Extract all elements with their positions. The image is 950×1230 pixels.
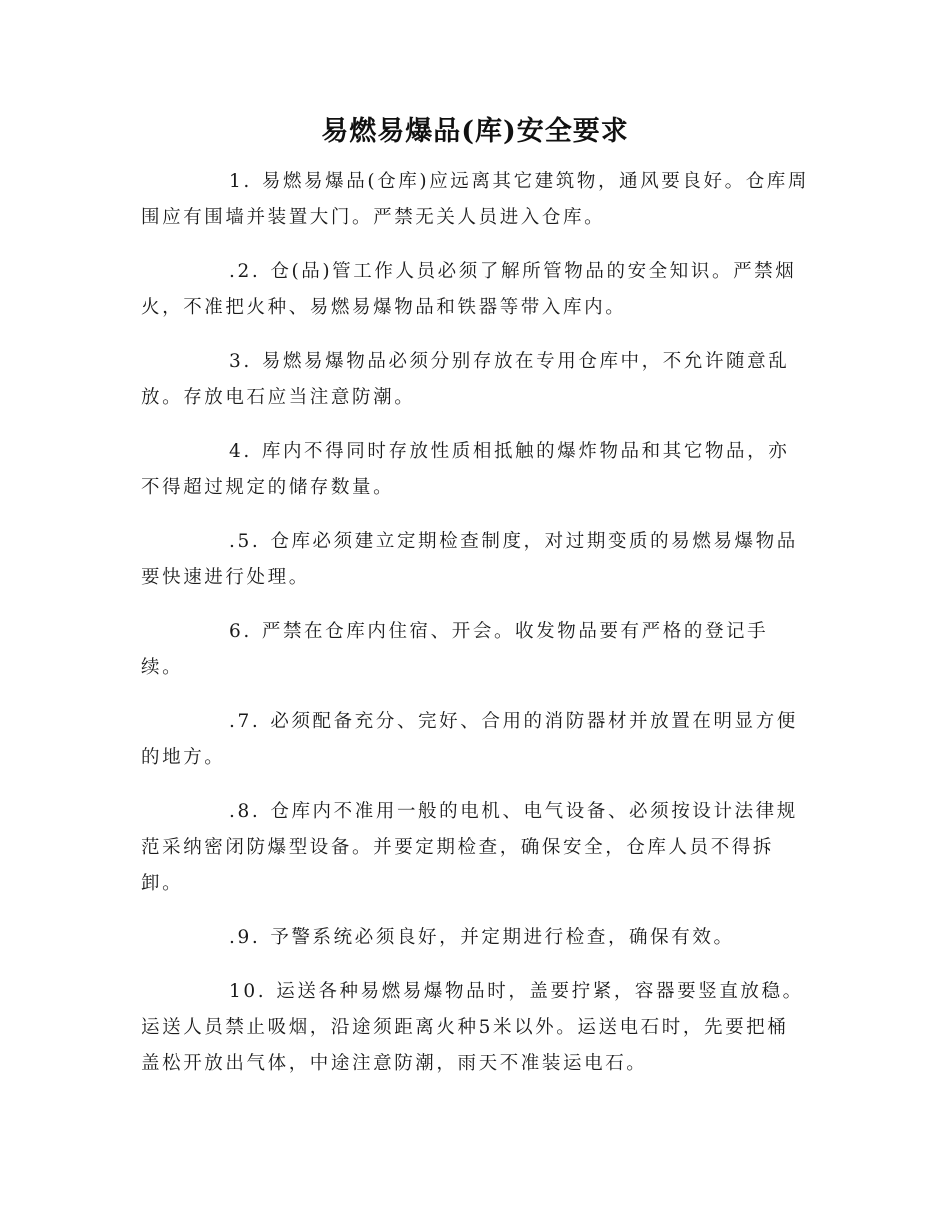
paragraph-number: 3. [229,351,252,372]
paragraph-text: 仓库必须建立定期检查制度，对过期变质的易燃易爆物品要快速进行处理。 [141,531,798,588]
paragraph-text: 运送各种易燃易爆物品时，盖要拧紧，容器要竖直放稳。运送人员禁止吸烟，沿途须距离火种5米以外。运送电石时，先要把桶盖松开放出气体，中途注意防潮，雨天不准装运电石。 [141,981,804,1074]
paragraph-text: 严禁在仓库内住宿、开会。收发物品要有严格的登记手续。 [141,621,769,678]
paragraph-number: 6. [229,621,252,642]
paragraph-number: .2. [229,261,261,282]
paragraph-text: 易燃易爆物品必须分别存放在专用仓库中，不允许随意乱放。存放电石应当注意防潮。 [141,351,790,408]
paragraph-text: 予警系统必须良好，并定期进行检查，确保有效。 [270,927,735,948]
document-title: 易燃易爆品(库)安全要求 [321,116,629,147]
paragraph-6 [141,614,809,686]
paragraph-number: .8. [229,801,261,822]
paragraph-number: 10. [229,981,267,1002]
paragraph-4 [141,434,809,506]
paragraph-number: 1. [229,171,252,192]
paragraph-text: 易燃易爆品(仓库)应远离其它建筑物，通风要良好。仓库周围应有围墙并装置大门。严禁无关人员进入仓库。 [141,171,809,228]
paragraph-9 [141,920,809,956]
paragraph-2 [141,254,809,326]
document-body [141,164,809,1100]
paragraph-3 [141,344,809,416]
paragraph-text: 必须配备充分、完好、合用的消防器材并放置在明显方便的地方。 [141,711,798,768]
paragraph-number: .5. [229,531,261,552]
paragraph-text: 仓库内不准用一般的电机、电气设备、必须按设计法律规范采纳密闭防爆型设备。并要定期检查，确保安全，仓库人员不得拆卸。 [141,801,798,894]
paragraph-number: .9. [229,927,261,948]
paragraph-1 [141,164,809,236]
paragraph-5 [141,524,809,596]
paragraph-number: .7. [229,711,261,732]
paragraph-text: 仓(品)管工作人员必须了解所管物品的安全知识。严禁烟火，不准把火种、易燃易爆物品和铁器等带入库内。 [141,261,797,318]
paragraph-number: 4. [229,441,252,462]
paragraph-10 [141,974,809,1082]
paragraph-8 [141,794,809,902]
paragraph-7 [141,704,809,776]
paragraph-text: 库内不得同时存放性质相抵触的爆炸物品和其它物品，亦不得超过规定的储存数量。 [141,441,790,498]
